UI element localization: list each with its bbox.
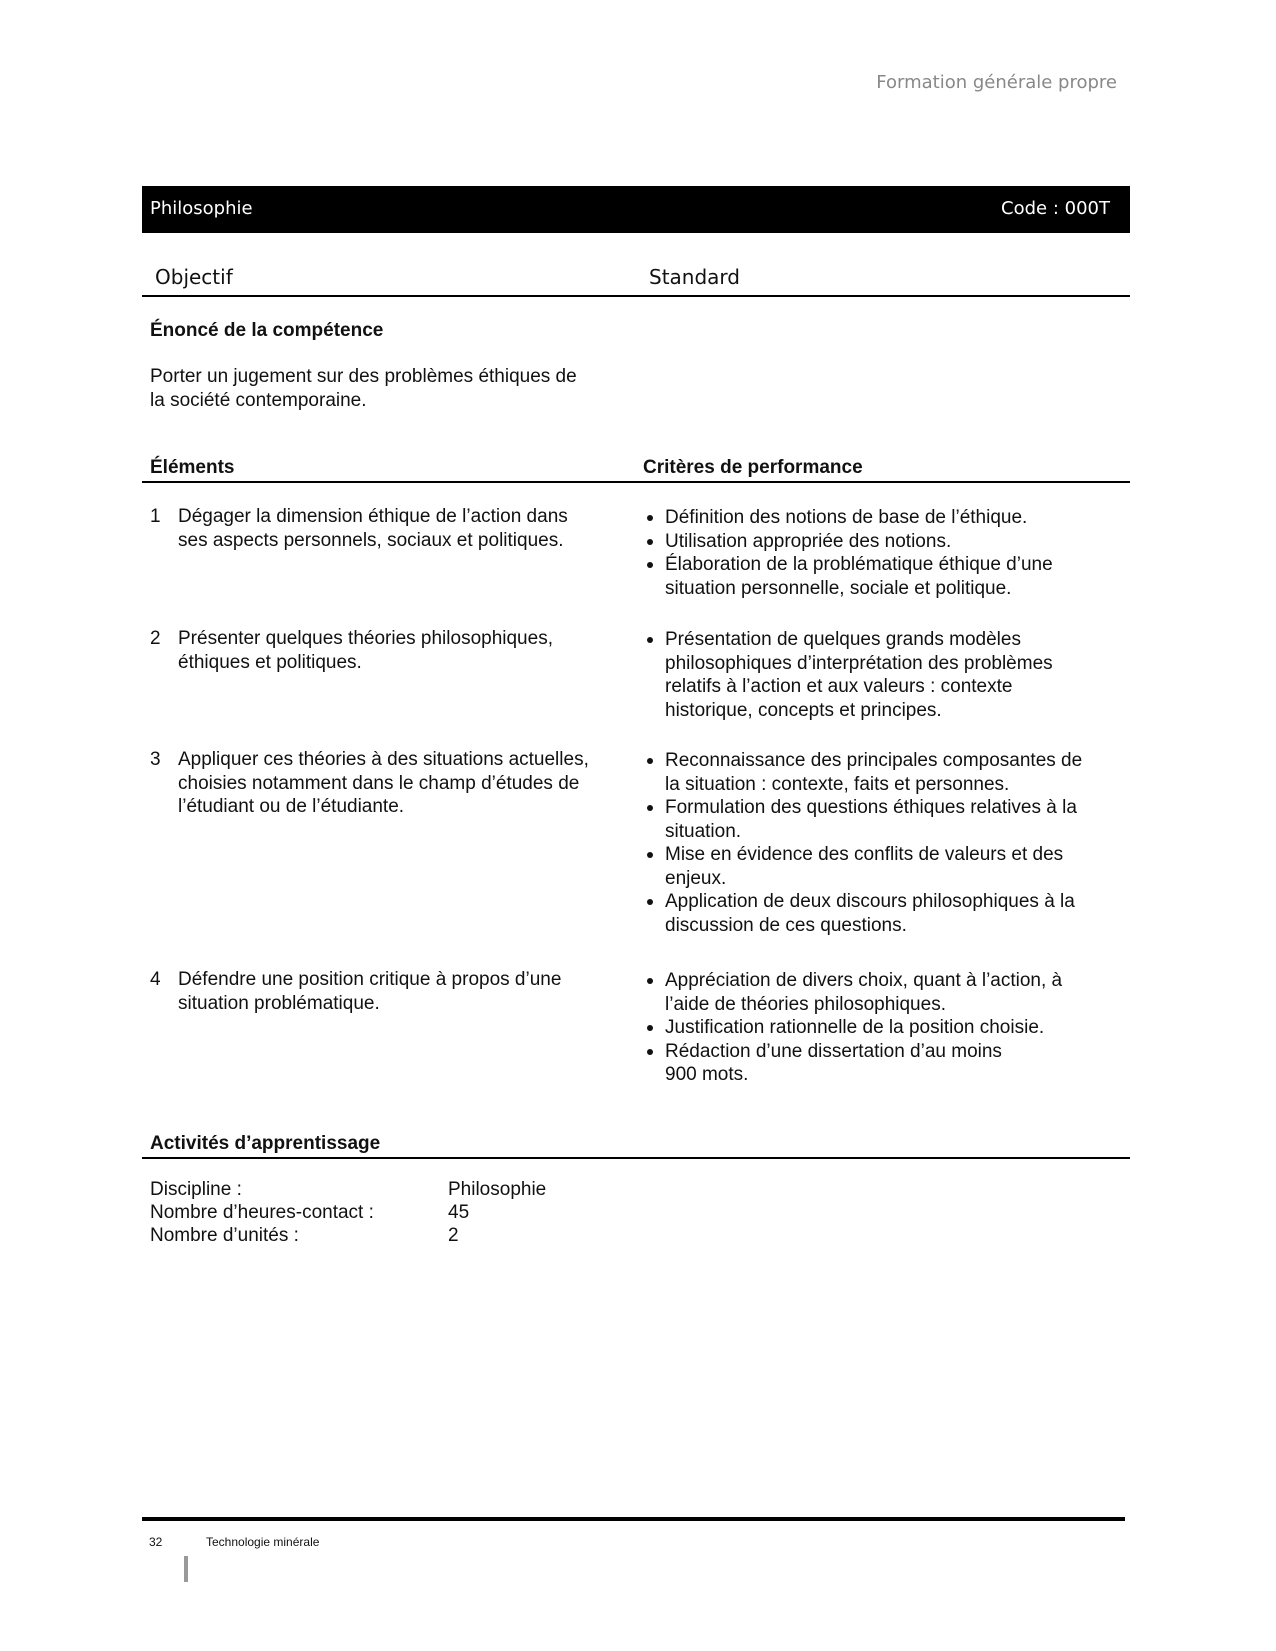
course-code: Code : 000T <box>1001 198 1110 219</box>
course-title: Philosophie <box>150 198 253 219</box>
text-line: situation problématique. <box>178 992 380 1014</box>
criterion-item <box>647 890 1082 937</box>
text-line: enjeux. <box>665 867 727 889</box>
text-line: relatifs à l’action et aux valeurs : contexte <box>665 676 1013 697</box>
criterion-item <box>647 1040 1062 1087</box>
activity-value: Philosophie <box>448 1179 547 1200</box>
text-line: Appliquer ces théories à des situations actuelles, <box>178 749 589 770</box>
text-line: Rédaction d’une dissertation d’au moins <box>665 1040 1002 1062</box>
text-line: Dégager la dimension éthique de l’action dans <box>178 506 568 527</box>
text-line: philosophiques d’interprétation des problèmes <box>665 652 1053 674</box>
course-title-bar <box>142 186 1130 233</box>
criterion-item <box>647 506 1053 530</box>
text-line: Justification rationnelle de la position choisie. <box>665 1017 1045 1038</box>
text-line: historique, concepts et principes. <box>665 699 942 721</box>
text-line: Porter un jugement sur des problèmes éthiques de <box>150 366 577 387</box>
text-line: la société contemporaine. <box>150 389 367 411</box>
text-line: l’étudiant ou de l’étudiante. <box>178 796 405 817</box>
criterion-item <box>647 1016 1062 1040</box>
criterion-item <box>647 843 1082 890</box>
activity-value: 2 <box>448 1225 459 1246</box>
criterion-item <box>647 749 1082 796</box>
criterion-item <box>647 969 1062 1016</box>
element-number: 4 <box>150 969 161 990</box>
text-line: choisies notamment dans le champ d’études de <box>178 772 580 794</box>
text-line: Application de deux discours philosophiques à la <box>665 891 1075 912</box>
text-line: Définition des notions de base de l’éthique. <box>665 507 1028 528</box>
activity-label: Discipline : <box>150 1179 242 1200</box>
program-name: Technologie minérale <box>206 1535 320 1549</box>
text-line: Défendre une position critique à propos d’une <box>178 969 562 990</box>
footer-rule <box>142 1517 1125 1521</box>
competence-statement <box>150 365 577 412</box>
element-number: 2 <box>150 628 161 649</box>
element-text <box>178 627 553 674</box>
text-line: Présenter quelques théories philosophiques, <box>178 628 553 649</box>
text-line: l’aide de théories philosophiques. <box>665 993 946 1015</box>
divider <box>142 1157 1130 1159</box>
text-line: Élaboration de la problématique éthique d’une <box>665 554 1053 575</box>
element-number: 1 <box>150 506 161 527</box>
criteria-list <box>647 506 1053 600</box>
text-line: ses aspects personnels, sociaux et politiques. <box>178 529 564 551</box>
page-number: 32 <box>149 1535 163 1549</box>
text-line: discussion de ces questions. <box>665 914 907 936</box>
text-line: Reconnaissance des principales composantes de <box>665 750 1083 771</box>
activity-label: Nombre d’unités : <box>150 1225 299 1246</box>
criterion-item <box>647 628 1053 722</box>
element-number: 3 <box>150 749 161 770</box>
criteria-heading: Critères de performance <box>643 457 863 478</box>
element-text <box>178 968 561 1015</box>
criterion-item <box>647 553 1053 600</box>
criteria-list <box>647 628 1053 722</box>
text-line: Mise en évidence des conflits de valeurs et des <box>665 844 1064 865</box>
divider <box>142 295 1130 297</box>
criterion-item <box>647 530 1053 554</box>
margin-bar <box>184 1556 188 1582</box>
text-line: éthiques et politiques. <box>178 651 362 673</box>
text-line: la situation : contexte, faits et personnes. <box>665 773 1010 795</box>
text-line: situation. <box>665 820 742 842</box>
text-line: Présentation de quelques grands modèles <box>665 629 1021 650</box>
text-line: Appréciation de divers choix, quant à l’action, à <box>665 970 1063 991</box>
competence-heading: Énoncé de la compétence <box>150 320 384 341</box>
text-line: 900 mots. <box>665 1064 749 1085</box>
element-text <box>178 748 589 819</box>
column-standard: Standard <box>649 265 740 289</box>
element-text <box>178 505 568 552</box>
criteria-list <box>647 749 1082 937</box>
criterion-item <box>647 796 1082 843</box>
text-line: Utilisation appropriée des notions. <box>665 530 952 552</box>
column-objectif: Objectif <box>155 265 233 289</box>
text-line: situation personnelle, sociale et politique. <box>665 577 1012 599</box>
elements-heading: Éléments <box>150 457 235 478</box>
activities-heading: Activités d’apprentissage <box>150 1133 381 1154</box>
text-line: Formulation des questions éthiques relatives à la <box>665 797 1077 818</box>
activity-label: Nombre d’heures-contact : <box>150 1202 374 1223</box>
running-header: Formation générale propre <box>876 72 1117 93</box>
divider <box>142 481 1130 483</box>
criteria-list <box>647 969 1062 1087</box>
activity-value: 45 <box>448 1202 470 1223</box>
